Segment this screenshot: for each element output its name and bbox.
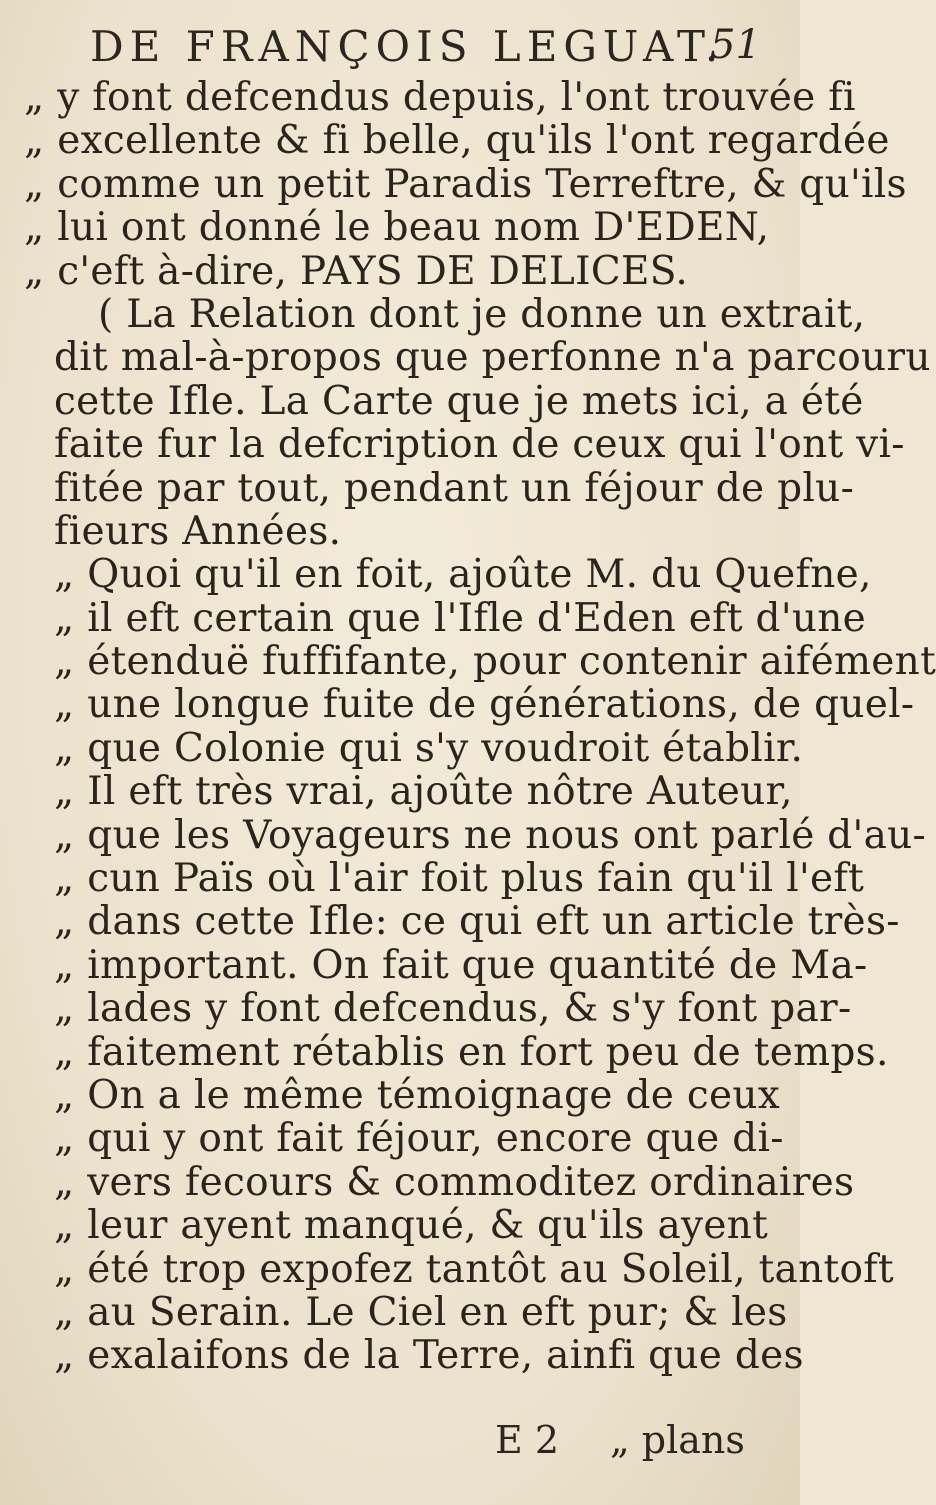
text-line: fitée par tout, pendant un féjour de plu- — [54, 465, 855, 511]
text-line: „ c'eft à-dire, PAYS DE DELICES. — [24, 248, 689, 294]
text-line: „ été trop expofez tantôt au Soleil, tantoft — [54, 1246, 894, 1292]
text-line: „ Il eft très vrai, ajoûte nôtre Auteur, — [54, 769, 793, 815]
text-line: „ vers fecours & commoditez ordinaires — [54, 1159, 855, 1205]
text-line: „ lui ont donné le beau nom D'EDEN, — [24, 205, 770, 251]
text-line: „ On a le même témoignage de ceux — [54, 1072, 781, 1118]
page-number: 51 — [710, 22, 761, 68]
text-line: „ que Colonie qui s'y voudroit établir. — [54, 725, 804, 771]
text-line: „ faitement rétablis en fort peu de temps. — [54, 1029, 889, 1075]
text-line: fieurs Années. — [54, 508, 342, 554]
text-line: „ il eft certain que l'Ifle d'Eden eft d'une — [54, 595, 867, 641]
text-line: faite fur la defcription de ceux qui l'ont vi- — [54, 422, 905, 468]
text-line: „ excellente & fi belle, qu'ils l'ont regardée — [24, 118, 890, 164]
text-line: „ au Serain. Le Ciel en eft pur; & les — [54, 1289, 788, 1335]
text-line: „ comme un petit Paradis Terreftre, & qu'ils — [24, 161, 907, 207]
header-title: DE FRANÇOIS LEGUAT. — [90, 22, 725, 71]
text-line: cette Ifle. La Carte que je mets ici, a été — [54, 378, 864, 424]
signature-mark: E 2 — [495, 1418, 559, 1462]
text-line: „ dans cette Ifle: ce qui eft un article très- — [54, 899, 900, 945]
text-line: „ y font defcendus depuis, l'ont trouvée fi — [24, 75, 856, 120]
text-line: „ une longue fuite de générations, de quel- — [54, 682, 915, 728]
text-line: dit mal-à-propos que perfonne n'a parcouru — [54, 335, 931, 381]
text-line: „ Quoi qu'il en foit, ajoûte M. du Quefne, — [54, 552, 872, 598]
page-footer — [0, 1418, 800, 1468]
text-line: „ lades y font defcendus, & s'y font par- — [54, 986, 852, 1032]
text-line: „ étenduë fuffifante, pour contenir aifément — [54, 639, 936, 685]
text-line: „ leur ayent manqué, & qu'ils ayent — [54, 1203, 769, 1249]
text-line: „ qui y ont fait féjour, encore que di- — [54, 1116, 784, 1162]
text-line: ( La Relation dont je donne un extrait, — [98, 291, 866, 337]
text-line: „ exalaifons de la Terre, ainfi que des — [54, 1333, 804, 1379]
text-line: „ important. On fait que quantité de Ma- — [54, 942, 868, 988]
running-header — [0, 18, 800, 74]
text-line: „ cun Païs où l'air foit plus fain qu'il l'eft — [54, 856, 865, 902]
catchword: „ plans — [610, 1418, 745, 1462]
body-text — [24, 75, 936, 1379]
text-line: „ que les Voyageurs ne nous ont parlé d'au- — [54, 812, 927, 858]
